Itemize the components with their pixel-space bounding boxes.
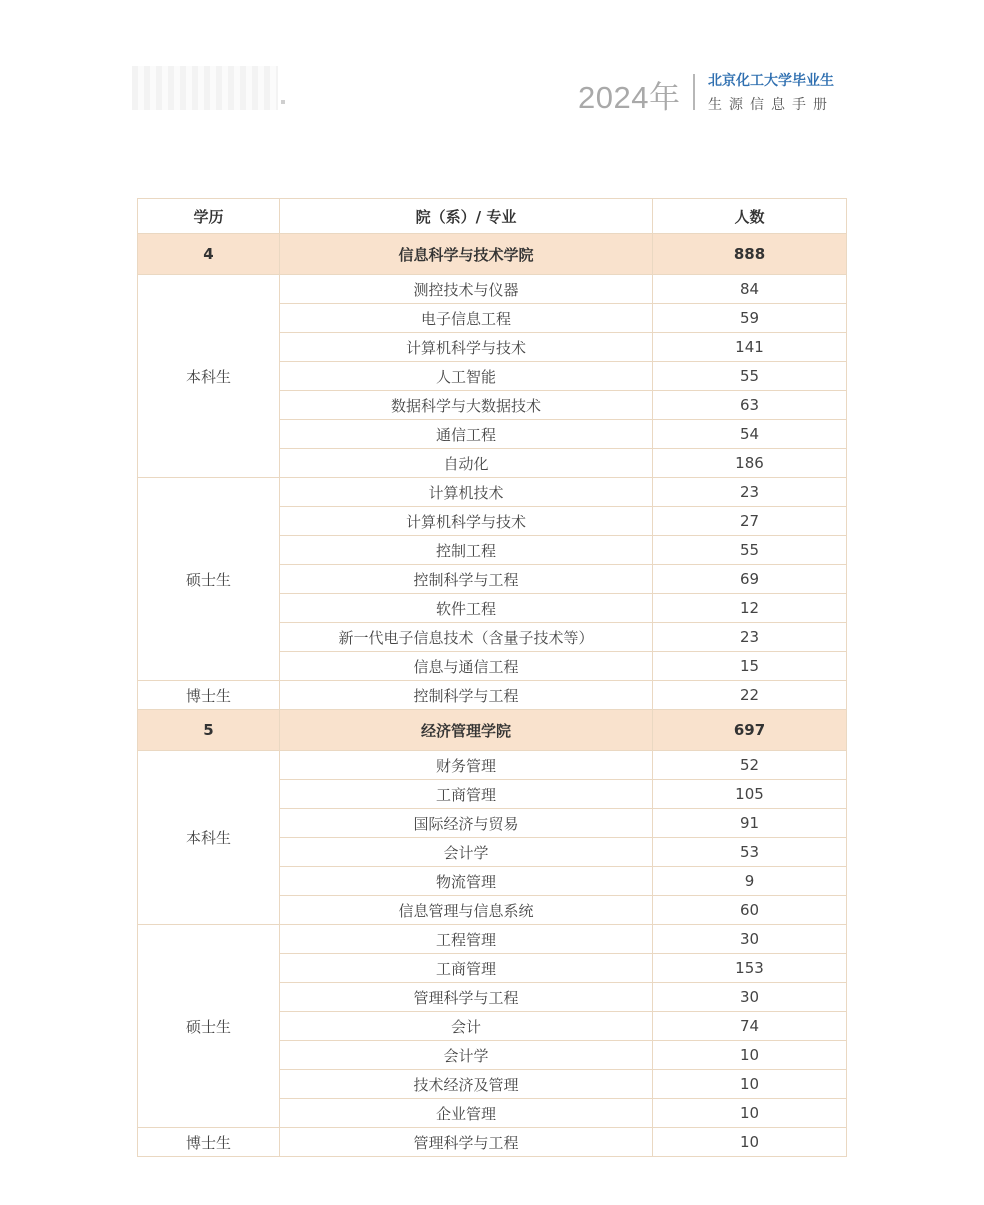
major-cell: 物流管理 <box>280 867 653 896</box>
column-header-count: 人数 <box>653 199 847 234</box>
count-cell: 15 <box>653 652 847 681</box>
major-cell: 工商管理 <box>280 954 653 983</box>
major-cell: 通信工程 <box>280 420 653 449</box>
table-row <box>138 925 847 954</box>
major-cell: 工商管理 <box>280 780 653 809</box>
graduate-table <box>137 198 847 1157</box>
count-cell: 30 <box>653 983 847 1012</box>
major-cell: 自动化 <box>280 449 653 478</box>
college-name: 经济管理学院 <box>280 710 653 751</box>
college-index: 4 <box>138 234 280 275</box>
count-cell: 186 <box>653 449 847 478</box>
major-cell: 新一代电子信息技术（含量子技术等） <box>280 623 653 652</box>
count-cell: 84 <box>653 275 847 304</box>
major-cell: 技术经济及管理 <box>280 1070 653 1099</box>
college-index: 5 <box>138 710 280 751</box>
count-cell: 27 <box>653 507 847 536</box>
logo-dot <box>281 100 285 104</box>
degree-cell: 博士生 <box>138 1128 280 1157</box>
major-cell: 控制科学与工程 <box>280 681 653 710</box>
count-cell: 59 <box>653 304 847 333</box>
degree-cell: 硕士生 <box>138 925 280 1128</box>
count-cell: 105 <box>653 780 847 809</box>
major-cell: 控制工程 <box>280 536 653 565</box>
major-cell: 计算机技术 <box>280 478 653 507</box>
count-cell: 12 <box>653 594 847 623</box>
count-cell: 153 <box>653 954 847 983</box>
major-cell: 工程管理 <box>280 925 653 954</box>
count-cell: 22 <box>653 681 847 710</box>
count-cell: 23 <box>653 623 847 652</box>
major-cell: 国际经济与贸易 <box>280 809 653 838</box>
major-cell: 财务管理 <box>280 751 653 780</box>
major-cell: 信息管理与信息系统 <box>280 896 653 925</box>
major-cell: 信息与通信工程 <box>280 652 653 681</box>
count-cell: 69 <box>653 565 847 594</box>
major-cell: 电子信息工程 <box>280 304 653 333</box>
major-cell: 管理科学与工程 <box>280 1128 653 1157</box>
count-cell: 23 <box>653 478 847 507</box>
count-cell: 10 <box>653 1041 847 1070</box>
major-cell: 计算机科学与技术 <box>280 333 653 362</box>
table-row <box>138 478 847 507</box>
count-cell: 9 <box>653 867 847 896</box>
major-cell: 会计学 <box>280 1041 653 1070</box>
major-cell: 会计 <box>280 1012 653 1041</box>
table-header-row <box>138 199 847 234</box>
count-cell: 54 <box>653 420 847 449</box>
major-cell: 软件工程 <box>280 594 653 623</box>
major-cell: 数据科学与大数据技术 <box>280 391 653 420</box>
university-logo <box>132 66 278 110</box>
count-cell: 63 <box>653 391 847 420</box>
college-name: 信息科学与技术学院 <box>280 234 653 275</box>
column-header-major: 院（系）/ 专业 <box>280 199 653 234</box>
table-row <box>138 751 847 780</box>
college-row <box>138 234 847 275</box>
count-cell: 60 <box>653 896 847 925</box>
count-cell: 91 <box>653 809 847 838</box>
major-cell: 管理科学与工程 <box>280 983 653 1012</box>
college-total: 888 <box>653 234 847 275</box>
major-cell: 会计学 <box>280 838 653 867</box>
column-header-degree: 学历 <box>138 199 280 234</box>
count-cell: 55 <box>653 536 847 565</box>
count-cell: 10 <box>653 1128 847 1157</box>
count-cell: 52 <box>653 751 847 780</box>
degree-cell: 硕士生 <box>138 478 280 681</box>
count-cell: 10 <box>653 1070 847 1099</box>
major-cell: 计算机科学与技术 <box>280 507 653 536</box>
table-row <box>138 681 847 710</box>
count-cell: 30 <box>653 925 847 954</box>
degree-cell: 博士生 <box>138 681 280 710</box>
count-cell: 53 <box>653 838 847 867</box>
header-title: 北京化工大学毕业生 <box>708 73 834 89</box>
table-row <box>138 1128 847 1157</box>
count-cell: 74 <box>653 1012 847 1041</box>
header-divider <box>693 74 695 110</box>
table-body <box>138 234 847 1157</box>
header-subtitle: 生源信息手册 <box>708 97 834 113</box>
count-cell: 55 <box>653 362 847 391</box>
major-cell: 控制科学与工程 <box>280 565 653 594</box>
college-total: 697 <box>653 710 847 751</box>
count-cell: 10 <box>653 1099 847 1128</box>
degree-cell: 本科生 <box>138 275 280 478</box>
major-cell: 人工智能 <box>280 362 653 391</box>
college-row <box>138 710 847 751</box>
count-cell: 141 <box>653 333 847 362</box>
table-row <box>138 275 847 304</box>
major-cell: 测控技术与仪器 <box>280 275 653 304</box>
degree-cell: 本科生 <box>138 751 280 925</box>
header-year: 2024年 <box>578 80 681 115</box>
major-cell: 企业管理 <box>280 1099 653 1128</box>
